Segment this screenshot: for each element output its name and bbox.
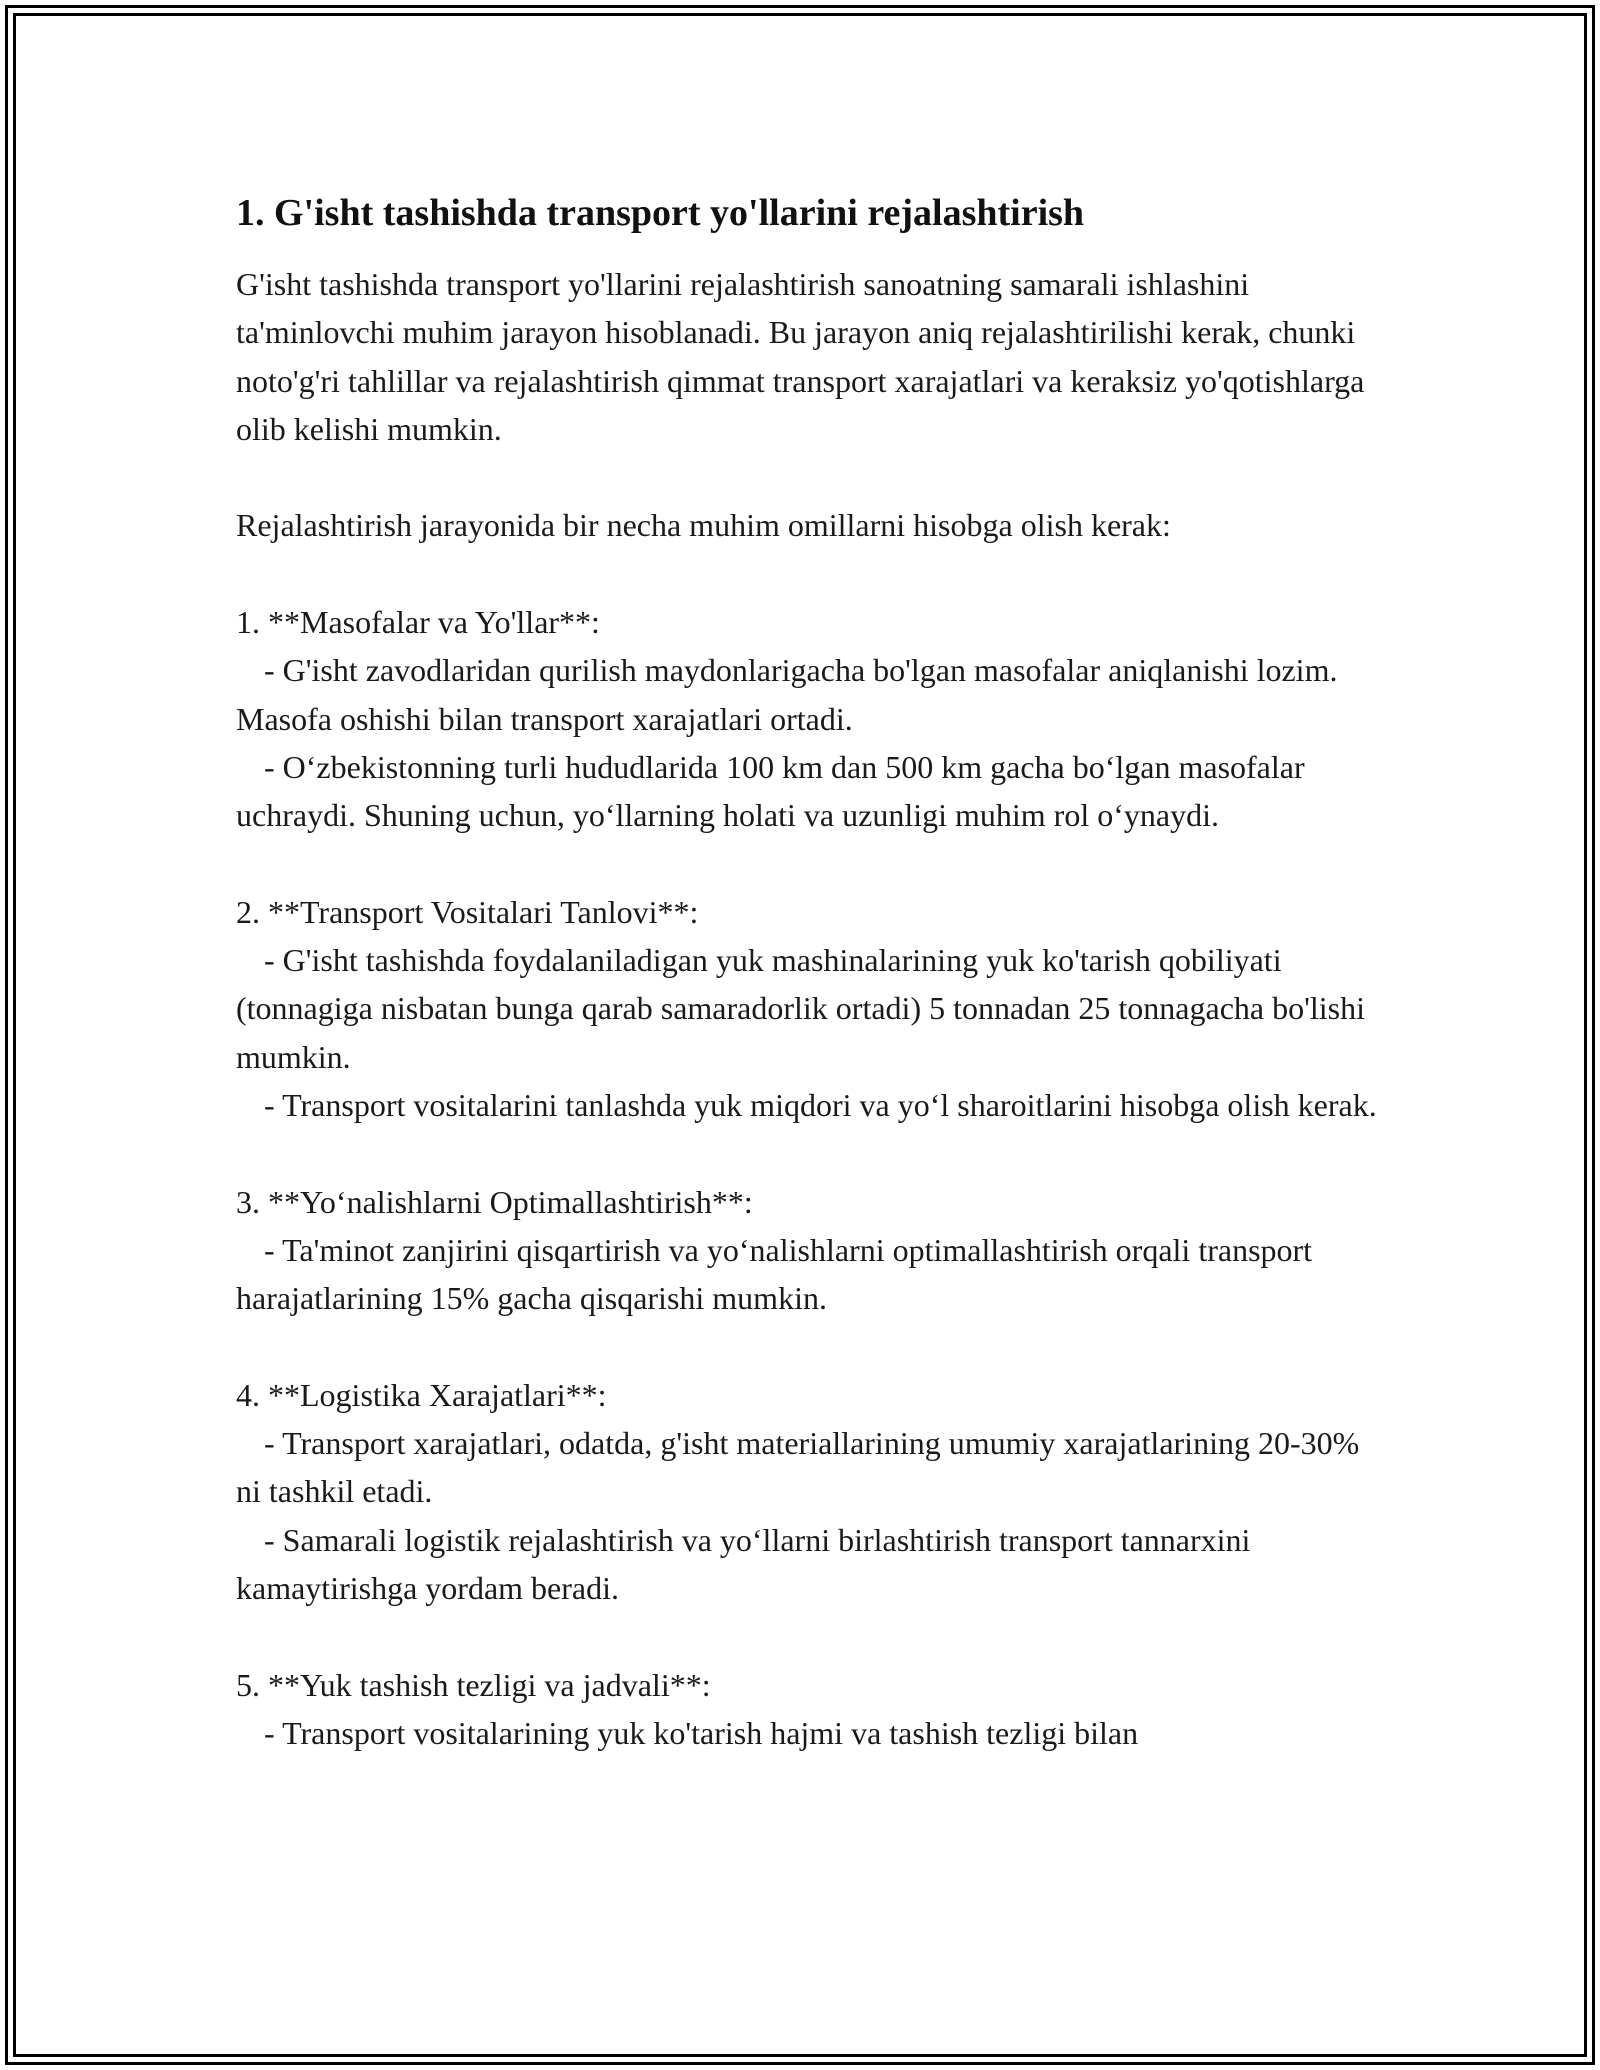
spacer (236, 1612, 1386, 1660)
bullet-item: - O‘zbekistonning turli hududlarida 100 km dan 500 km gacha bo‘lgan masofalar uchraydi. Shuning uchun, yo‘llarning holati va uzunligi muhim rol o‘ynaydi. (236, 748, 1305, 834)
spacer (236, 550, 1386, 598)
document-body (236, 188, 1386, 1757)
spacer (236, 1129, 1386, 1177)
section-3 (236, 1178, 1386, 1323)
spacer (236, 453, 1386, 501)
intro-paragraph: G'isht tashishda transport yo'llarini rejalashtirish sanoatning samarali ishlashini ta'minlovchi muhim jarayon hisoblanadi. Bu jarayon aniq rejalashtirilishi kerak, chunki noto'g'ri tahlillar va rejalashtirish qimmat transport xarajatlari va keraksiz yo'qotishlarga olib kelishi mumkin. (236, 266, 1365, 447)
section-5 (236, 1661, 1386, 1758)
bullet-item: - Ta'minot zanjirini qisqartirish va yo‘nalishlarni optimallashtirish orqali transport harajatlarining 15% gacha qisqarishi mumkin. (236, 1231, 1313, 1317)
spacer (236, 840, 1386, 888)
section-heading: 1. **Masofalar va Yo'llar**: (236, 604, 600, 641)
section-heading: 3. **Yo‘nalishlarni Optimallashtirish**: (236, 1183, 753, 1220)
bullet-item: - Transport vositalarini tanlashda yuk miqdori va yo‘l sharoitlarini hisobga olish kerak. (264, 1087, 1377, 1124)
spacer (236, 1323, 1386, 1371)
section-4 (236, 1371, 1386, 1612)
document-title: 1. G'isht tashishda transport yo'llarini rejalashtirish (236, 192, 1085, 234)
bullet-item: - Transport vositalarining yuk ko'tarish hajmi va tashish tezligi bilan (264, 1714, 1139, 1751)
bullet-item: - Samarali logistik rejalashtirish va yo‘llarni birlashtirish transport tannarxini kamaytirishga yordam beradi. (236, 1521, 1251, 1607)
section-2 (236, 888, 1386, 1129)
section-heading: 2. **Transport Vositalari Tanlovi**: (236, 893, 699, 930)
section-heading: 5. **Yuk tashish tezligi va jadvali**: (236, 1666, 711, 1703)
bullet-item: - Transport xarajatlari, odatda, g'isht materiallarining umumiy xarajatlarining 20-30% ni tashkil etadi. (236, 1425, 1360, 1510)
section-heading: 4. **Logistika Xarajatlari**: (236, 1376, 607, 1413)
lead-paragraph: Rejalashtirish jarayonida bir necha muhim omillarni hisobga olish kerak: (236, 507, 1171, 544)
section-1 (236, 598, 1386, 839)
bullet-item: - G'isht zavodlaridan qurilish maydonlarigacha bo'lgan masofalar aniqlanishi lozim. Masofa oshishi bilan transport xarajatlari ortadi. (236, 652, 1338, 737)
bullet-item: - G'isht tashishda foydalaniladigan yuk mashinalarining yuk ko'tarish qobiliyati (tonnagiga nisbatan bunga qarab samaradorlik ortadi) 5 tonnadan 25 tonnagacha bo'lishi mumkin. (236, 942, 1365, 1075)
